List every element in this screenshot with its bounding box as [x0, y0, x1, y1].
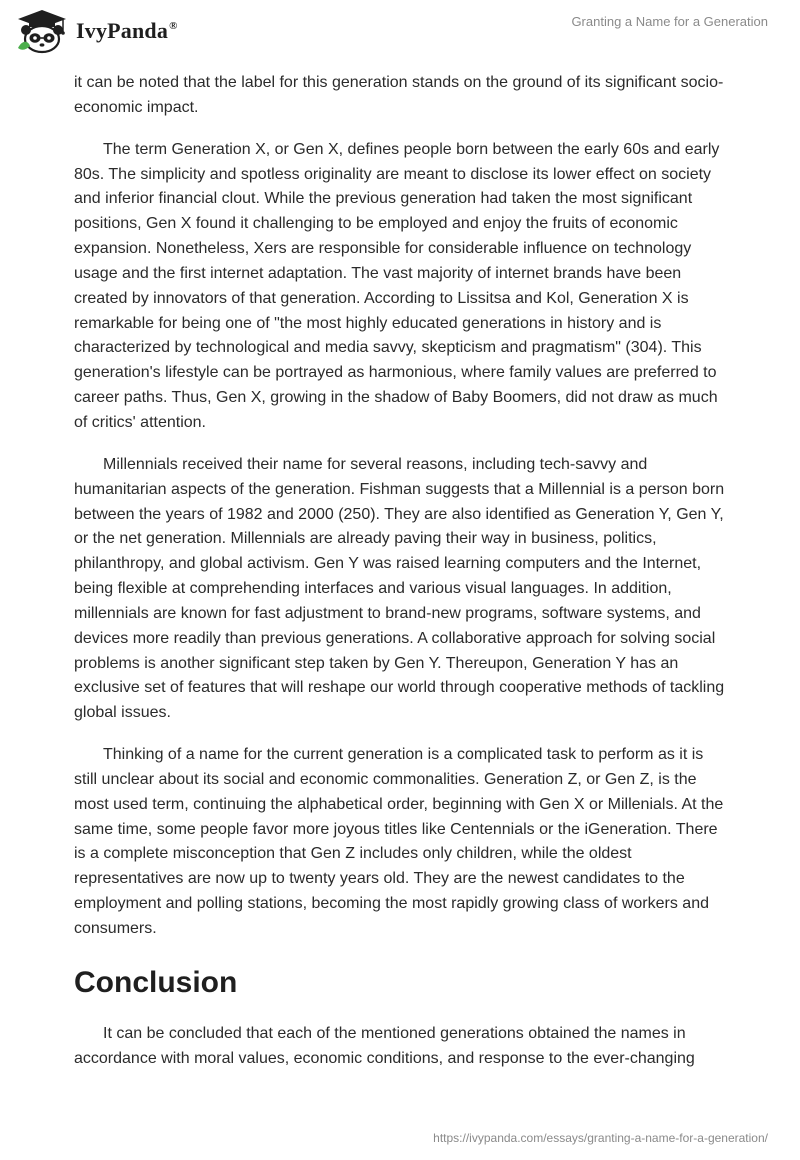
panda-graduate-icon: [14, 8, 70, 54]
paragraph-millennials: Millennials received their name for several reasons, including tech-savvy and humanitarian aspects of the generation. Fishman suggests that a Millennial is a person born between the years of 1982 and 2000 (250). They are also identified as Generation Y, Gen Y, or the net generation. Millennials are already paving their way in business, politics, philanthropy, and global activism. Gen Y was raised learning computers and the Internet, being flexible at comprehending interfaces and various visual languages. In addition, millennials are known for fast adjustment to brand-new programs, software systems, and devices more readily than previous generations. A collaborative approach for solving social problems is another significant step taken by Gen Y. Thereupon, Generation Y has an exclusive set of features that will reshape our world through cooperative methods of tackling global issues.: [74, 455, 725, 722]
brand-name: IvyPanda®: [76, 18, 178, 43]
paragraph-continued: it can be noted that the label for this generation stands on the ground of its significant socio-economic impact.: [74, 74, 724, 116]
paragraph-gen-z: Thinking of a name for the current generation is a complicated task to perform as it is still unclear about its social and economic commonalities. Generation Z, or Gen Z, is the most used term, continuing the alphabetical order, beginning with Gen X or Millenials. At the same time, some people favor more joyous titles like Centennials or the iGeneration. There is a complete misconception that Gen Z includes only children, while the oldest representatives are now up to twenty years old. They are the newest candidates to the employment and polling stations, becoming the most rapidly growing class of workers and consumers.: [74, 746, 724, 937]
trademark-symbol: ®: [169, 20, 178, 32]
conclusion-heading: Conclusion: [74, 965, 238, 999]
paragraph-conclusion: It can be concluded that each of the mentioned generations obtained the names in accordance with moral values, economic conditions, and response to the ever-changing: [74, 1024, 695, 1067]
brand-logo[interactable]: [14, 8, 178, 54]
document-title: Granting a Name for a Generation: [571, 14, 768, 29]
source-url[interactable]: https://ivypanda.com/essays/granting-a-name-for-a-generation/: [433, 1131, 768, 1145]
paragraph-gen-x: The term Generation X, or Gen X, defines people born between the early 60s and early 80s. The simplicity and spotless originality are meant to disclose its lower effect on society and inferior financial clout. While the previous generation had taken the most significant positions, Gen X found it challenging to be employed and enjoy the fruits of economic expansion. Nonetheless, Xers are responsible for considerable influence on technology usage and the first internet adaptation. The vast majority of internet brands have been created by innovators of that generation. According to Lissitsa and Kol, Generation X is remarkable for being one of "the most highly educated generations in history and is characterized by technological and media savvy, skepticism and pragmatism" (304). This generation's lifestyle can be portrayed as harmonious, where family values are preferred to career paths. Thus, Gen X, growing in the shadow of Baby Boomers, did not draw as much of critics' attention.: [74, 140, 720, 431]
page-header: [0, 0, 800, 64]
essay-body: [74, 71, 726, 1089]
